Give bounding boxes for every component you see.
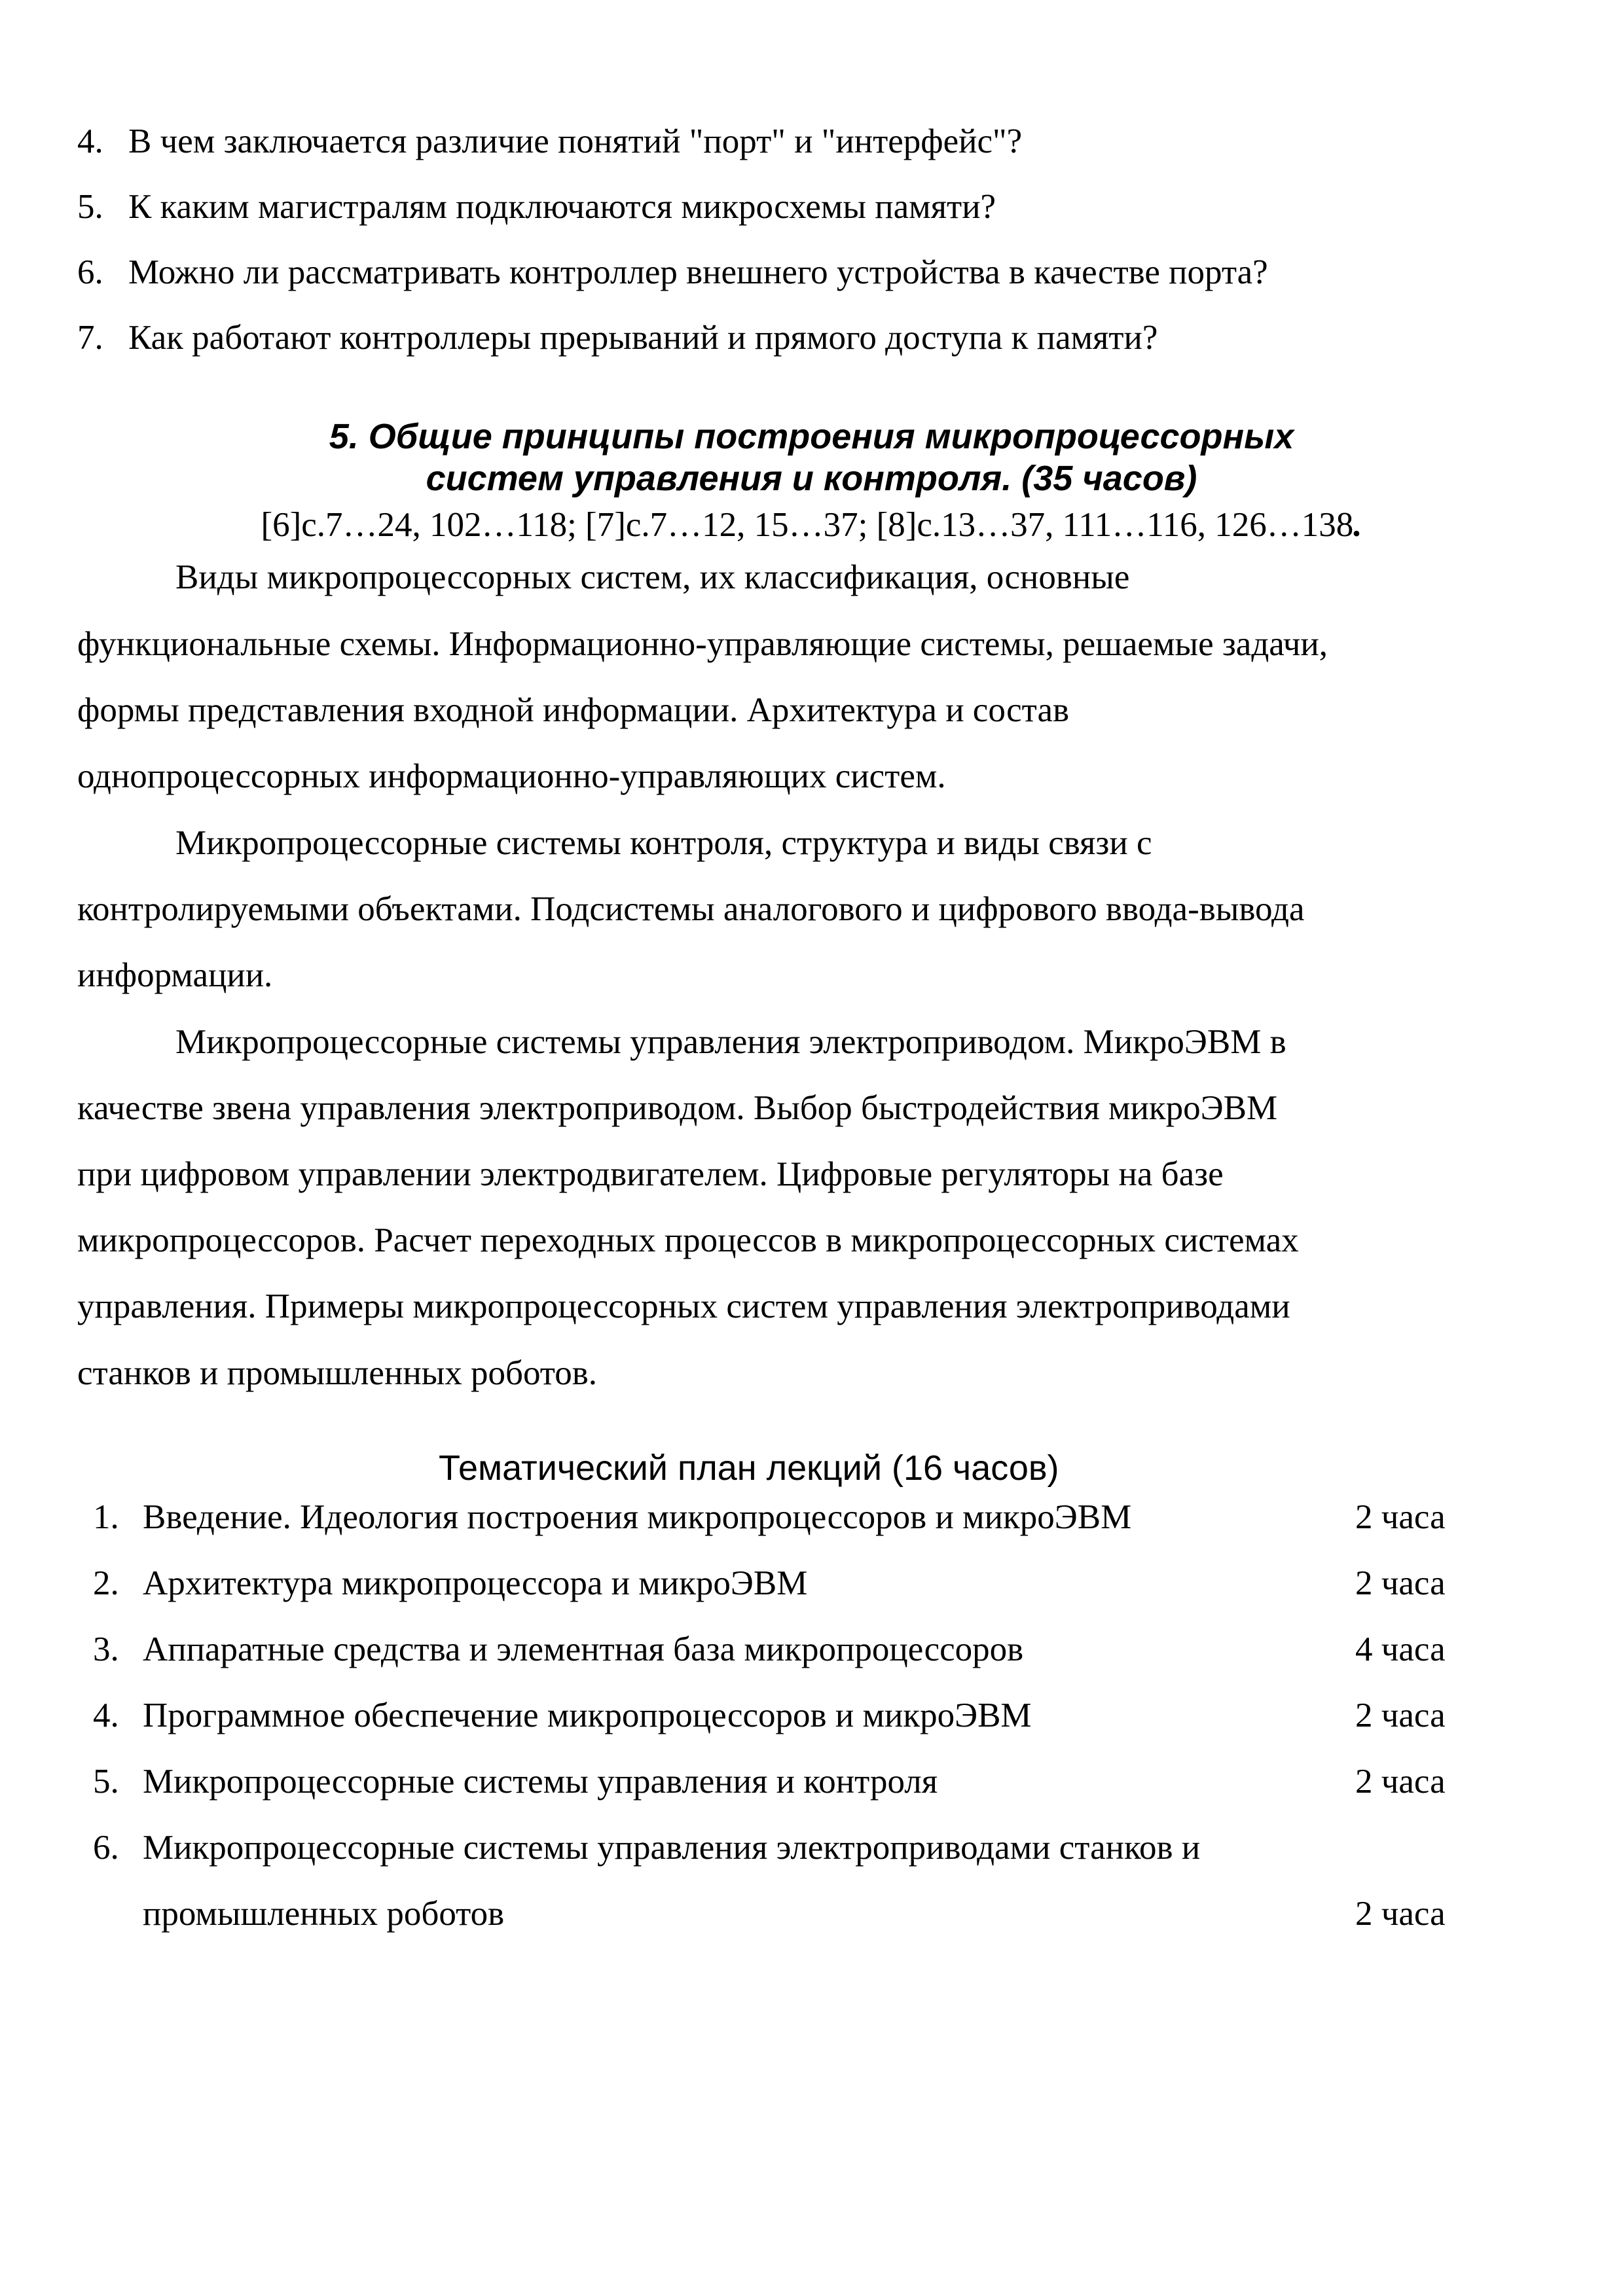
question-text: К каким магистралям подключаются микросхемы памяти? bbox=[128, 188, 996, 226]
paragraph-line: при цифровом управлении электродвигателем. Цифровые регуляторы на базе bbox=[77, 1155, 1224, 1193]
lecture-number: 6. bbox=[93, 1829, 119, 1867]
lecture-hours: 2 часа bbox=[1355, 1498, 1446, 1536]
lecture-topic: Архитектура микропроцессора и микроЭВМ bbox=[143, 1564, 808, 1602]
paragraph-line: однопроцессорных информационно-управляющих систем. bbox=[77, 757, 946, 795]
question-text: Как работают контроллеры прерываний и прямого доступа к памяти? bbox=[128, 319, 1158, 357]
paragraph-line: управления. Примеры микропроцессорных систем управления электроприводами bbox=[77, 1287, 1290, 1325]
paragraph-line: Виды микропроцессорных систем, их классификация, основные bbox=[175, 558, 1130, 596]
paragraph-line: функциональные схемы. Информационно-управляющие системы, решаемые задачи, bbox=[77, 625, 1328, 663]
lecture-topic: Аппаратные средства и элементная база микропроцессоров bbox=[143, 1630, 1024, 1668]
lecture-topic: Программное обеспечение микропроцессоров и микроЭВМ bbox=[143, 1696, 1032, 1734]
paragraph-line: Микропроцессорные системы управления электроприводом. МикроЭВМ в bbox=[175, 1023, 1286, 1061]
paragraph-line: контролируемыми объектами. Подсистемы аналогового и цифрового ввода-вывода bbox=[77, 890, 1305, 928]
question-number: 4. bbox=[77, 122, 103, 160]
lecture-number: 2. bbox=[93, 1564, 119, 1602]
references-end: . bbox=[1353, 506, 1362, 544]
lecture-hours: 2 часа bbox=[1355, 1696, 1446, 1734]
paragraph-line: станков и промышленных роботов. bbox=[77, 1354, 598, 1392]
question-number: 5. bbox=[77, 188, 103, 226]
lecture-topic: Введение. Идеология построения микропроцессоров и микроЭВМ bbox=[143, 1498, 1132, 1536]
lecture-topic: Микропроцессорные системы управления и контроля bbox=[143, 1763, 938, 1801]
lecture-topic-continuation: промышленных роботов bbox=[143, 1895, 505, 1933]
paragraph-line: микропроцессоров. Расчет переходных процессов в микропроцессорных системах bbox=[77, 1221, 1299, 1259]
lecture-topic: Микропроцессорные системы управления электроприводами станков и bbox=[143, 1829, 1201, 1867]
section-references bbox=[0, 505, 1623, 545]
paragraph-line: информации. bbox=[77, 956, 273, 994]
question-number: 7. bbox=[77, 319, 103, 357]
question-number: 6. bbox=[77, 253, 103, 291]
lecture-plan-title: Тематический план лекций (16 часов) bbox=[439, 1448, 1059, 1488]
lecture-hours: 2 часа bbox=[1355, 1895, 1446, 1933]
question-text: В чем заключается различие понятий "порт" и "интерфейс"? bbox=[128, 122, 1023, 160]
paragraph-line: Микропроцессорные системы контроля, структура и виды связи с bbox=[175, 824, 1152, 862]
lecture-hours: 4 часа bbox=[1355, 1630, 1446, 1668]
section-heading-line-2: систем управления и контроля. (35 часов) bbox=[426, 459, 1197, 498]
lecture-number: 3. bbox=[93, 1630, 119, 1668]
paragraph-line: качестве звена управления электроприводом. Выбор быстродействия микроЭВМ bbox=[77, 1089, 1278, 1127]
lecture-hours: 2 часа bbox=[1355, 1763, 1446, 1801]
question-text: Можно ли рассматривать контроллер внешнего устройства в качестве порта? bbox=[128, 253, 1268, 291]
paragraph-line: формы представления входной информации. Архитектура и состав bbox=[77, 691, 1070, 729]
lecture-number: 1. bbox=[93, 1498, 119, 1536]
references-text: [6]с.7…24, 102…118; [7]с.7…12, 15…37; [8]с.13…37, 111…116, 126…138 bbox=[261, 506, 1354, 544]
lecture-number: 4. bbox=[93, 1696, 119, 1734]
lecture-hours: 2 часа bbox=[1355, 1564, 1446, 1602]
lecture-number: 5. bbox=[93, 1763, 119, 1801]
section-heading-line-1: 5. Общие принципы построения микропроцессорных bbox=[329, 417, 1294, 456]
